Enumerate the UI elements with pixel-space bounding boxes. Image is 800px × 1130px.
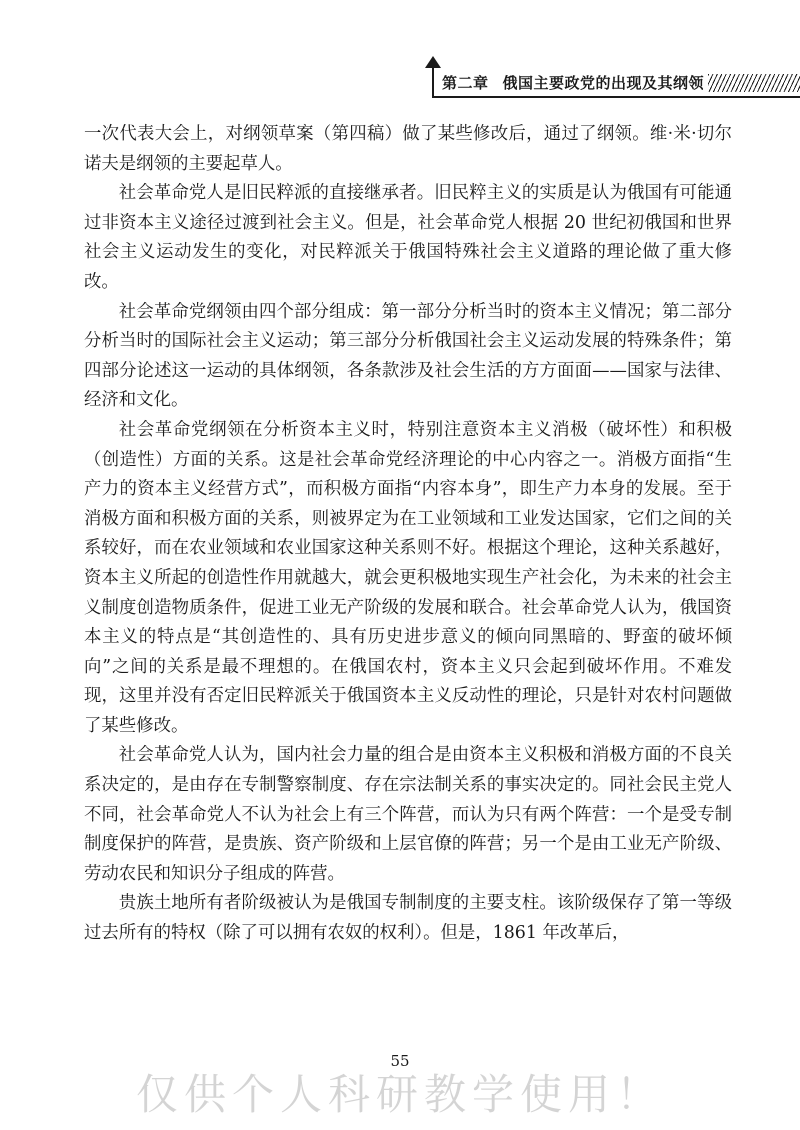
watermark: 仅供个人科研教学使用！ bbox=[135, 1070, 664, 1119]
running-header bbox=[412, 58, 800, 100]
paragraph: 社会革命党人是旧民粹派的直接继承者。旧民粹主义的实质是认为俄国有可能通过非资本主义途径过渡到社会主义。但是，社会革命党人根据 20 世纪初俄国和世界社会主义运动发生的变化，对民粹派关于俄国特殊社会主义道路的理论做了重大修改。 bbox=[84, 183, 732, 292]
paragraph: 贵族土地所有者阶级被认为是俄国专制制度的主要支柱。该阶级保存了第一等级过去所有的特权（除了可以拥有农奴的权利）。但是，1861 年改革后， bbox=[84, 893, 732, 944]
page-number: 55 bbox=[390, 1052, 410, 1070]
body-text bbox=[84, 120, 732, 949]
header-vertical-rule bbox=[432, 66, 434, 96]
chapter-title: 俄国主要政党的出现及其纲领 bbox=[502, 74, 705, 92]
header-horizontal-rule bbox=[432, 96, 800, 98]
paragraph: 社会革命党人认为，国内社会力量的组合是由资本主义积极和消极方面的不良关系决定的，是由存在专制警察制度、存在宗法制关系的事实决定的。同社会民主党人不同，社会革命党人不认为社会上有三个阵营，而认为只有两个阵营：一个是受专制制度保护的阵营，是贵族、资产阶级和上层官僚的阵营；另一个是由工业无产阶级、劳动农民和知识分子组成的阵营。 bbox=[84, 745, 732, 884]
paragraph-continued: 一次代表大会上，对纲领草案（第四稿）做了某些修改后，通过了纲领。维·米·切尔诺夫是纲领的主要起草人。 bbox=[84, 124, 732, 174]
header-hatch-decoration bbox=[708, 74, 800, 92]
chapter-number: 第二章 bbox=[442, 74, 489, 92]
header-title-block bbox=[442, 72, 704, 93]
paragraph: 社会革命党纲领在分析资本主义时，特别注意资本主义消极（破坏性）和积极（创造性）方面的关系。这是社会革命党经济理论的中心内容之一。消极方面指“生产力的资本主义经营方式”，而积极方面指“内容本身”，即生产力本身的发展。至于消极方面和积极方面的关系，则被界定为在工业领域和工业发达国家，它们之间的关系较好，而在农业领域和农业国家这种关系则不好。根据这个理论，这种关系越好，资本主义所起的创造性作用就越大，就会更积极地实现生产社会化，为未来的社会主义制度创造物质条件，促进工业无产阶级的发展和联合。社会革命党人认为，俄国资本主义的特点是“其创造性的、具有历史进步意义的倾向同黑暗的、野蛮的破坏倾向”之间的关系是最不理想的。在俄国农村，资本主义只会起到破坏作用。不难发现，这里并没有否定旧民粹派关于俄国资本主义反动性的理论，只是针对农村问题做了某些修改。 bbox=[84, 419, 732, 736]
paragraph: 社会革命党纲领由四个部分组成：第一部分分析当时的资本主义情况；第二部分分析当时的国际社会主义运动；第三部分分析俄国社会主义运动发展的特殊条件；第四部分论述这一运动的具体纲领，各条款涉及社会生活的方方面面——国家与法律、经济和文化。 bbox=[84, 301, 732, 411]
